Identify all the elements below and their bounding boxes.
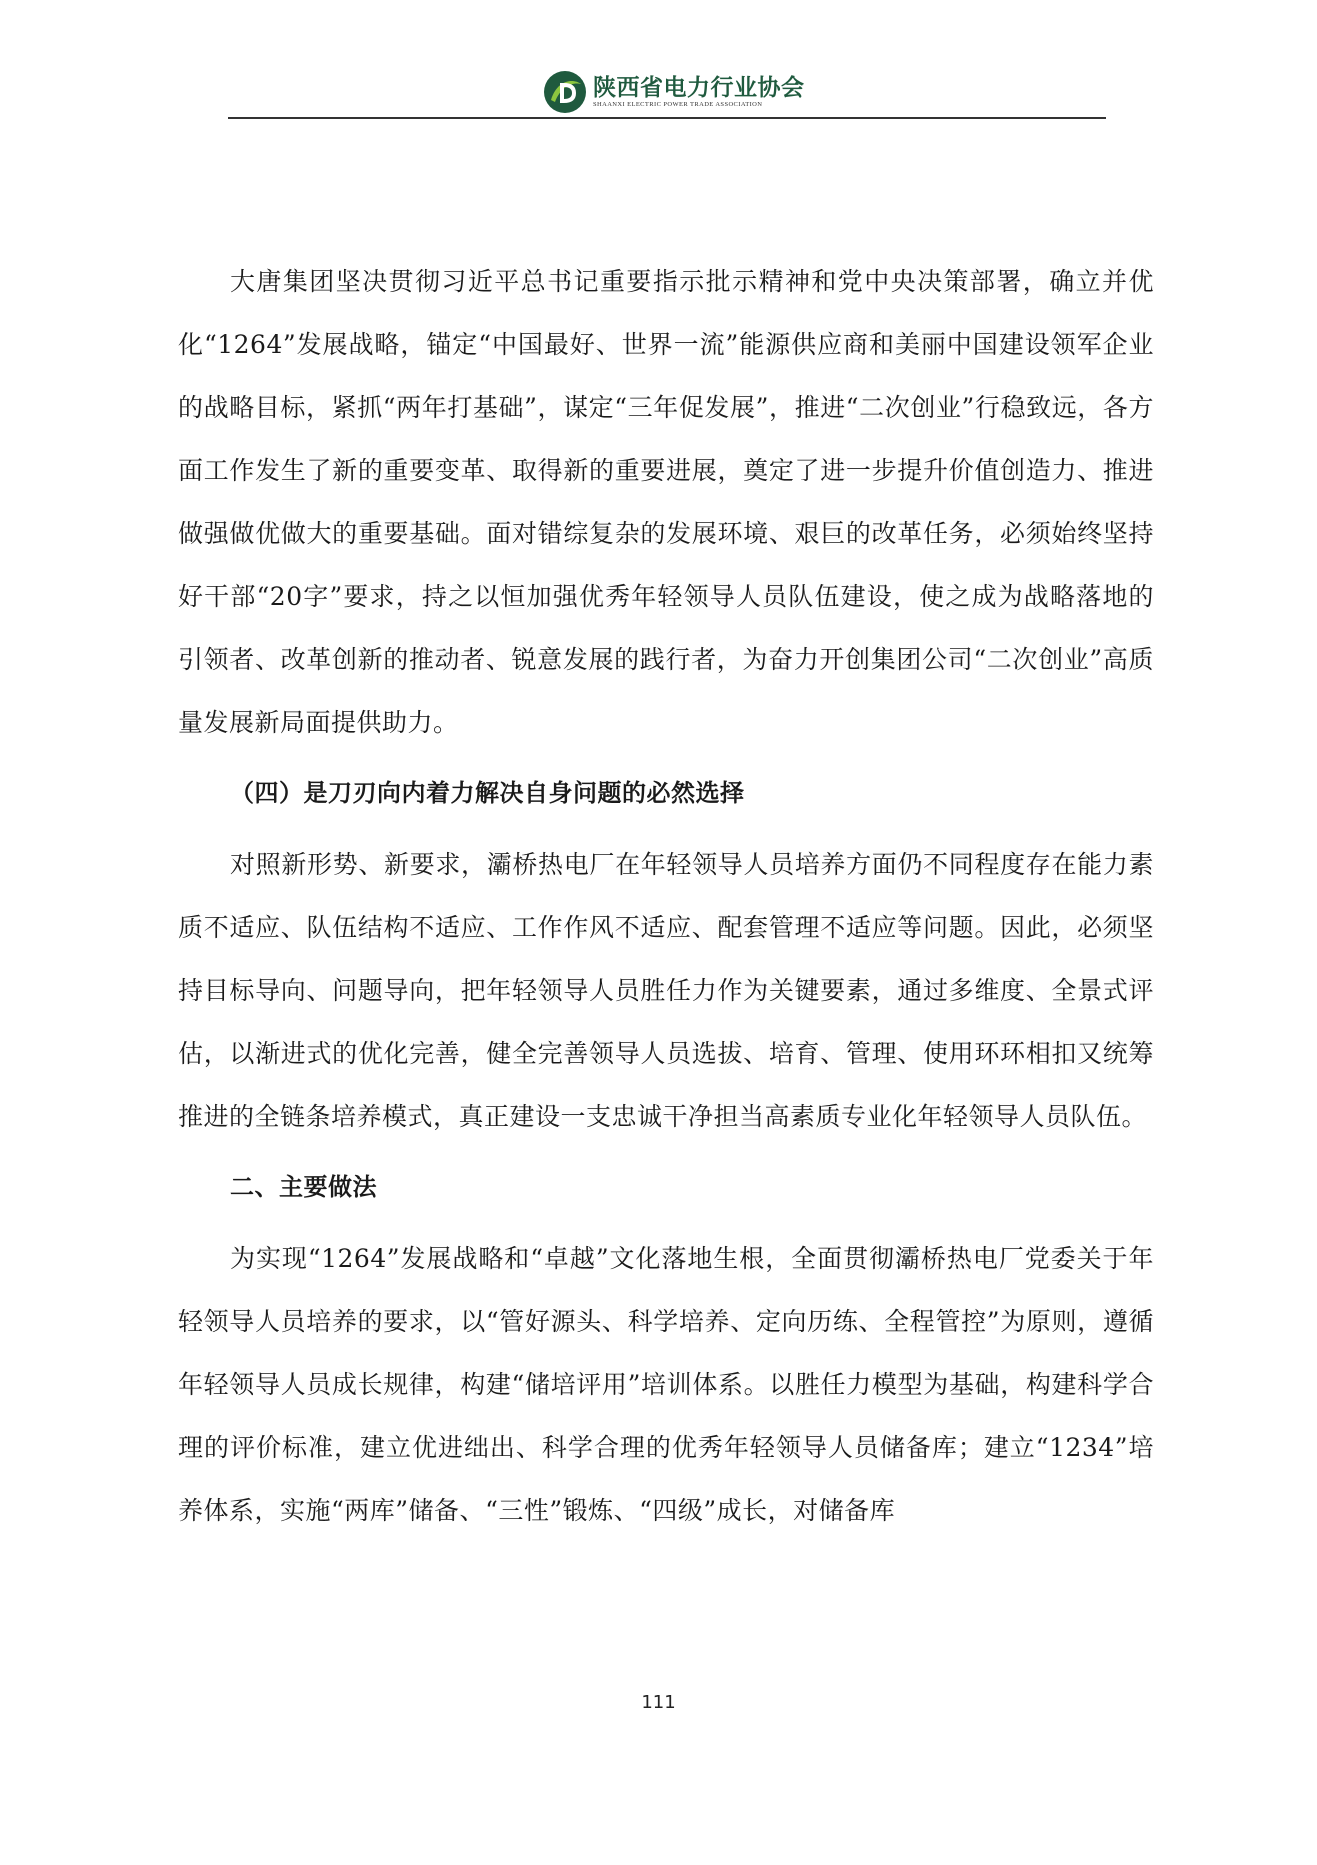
page-header bbox=[228, 60, 1106, 120]
paragraph-practices: 为实现“1264”发展战略和“卓越”文化落地生根，全面贯彻灞桥热电厂党委关于年轻领导人员培养的要求，以“管好源头、科学培养、定向历练、全程管控”为原则，遵循年轻领导人员成长规律，构建“储培评用”培训体系。以胜任力模型为基础，构建科学合理的评价标准，建立优进绌出、科学合理的优秀年轻领导人员储备库；建立“1234”培养体系，实施“两库”储备、“三性”锻炼、“四级”成长，对储备库 bbox=[178, 1244, 1154, 1525]
association-logo-icon bbox=[543, 70, 587, 114]
document-body bbox=[178, 250, 1154, 1542]
association-logo bbox=[543, 68, 805, 116]
page-number: 111 bbox=[641, 1692, 676, 1713]
paragraph-problems: 对照新形势、新要求，灞桥热电厂在年轻领导人员培养方面仍不同程度存在能力素质不适应、队伍结构不适应、工作作风不适应、配套管理不适应等问题。因此，必须坚持目标导向、问题导向，把年轻领导人员胜任力作为关键要素，通过多维度、全景式评估，以渐进式的优化完善，健全完善领导人员选拔、培育、管理、使用环环相扣又统筹推进的全链条培养模式，真正建设一支忠诚干净担当高素质专业化年轻领导人员队伍。 bbox=[178, 850, 1154, 1131]
association-name: 陕西省电力行业协会 bbox=[593, 74, 805, 101]
section-heading-main-practices: 二、主要做法 bbox=[230, 1173, 377, 1201]
association-name-english: SHAANXI ELECTRIC POWER TRADE ASSOCIATION bbox=[593, 100, 763, 108]
header-divider bbox=[228, 117, 1106, 119]
paragraph-strategy: 大唐集团坚决贯彻习近平总书记重要指示批示精神和党中央决策部署，确立并优化“1264”发展战略，锚定“中国最好、世界一流”能源供应商和美丽中国建设领军企业的战略目标，紧抓“两年打基础”，谋定“三年促发展”，推进“二次创业”行稳致远，各方面工作发生了新的重要变革、取得新的重要进展，奠定了进一步提升价值创造力、推进做强做优做大的重要基础。面对错综复杂的发展环境、艰巨的改革任务，必须始终坚持好干部“20字”要求，持之以恒加强优秀年轻领导人员队伍建设，使之成为战略落地的引领者、改革创新的推动者、锐意发展的践行者，为奋力开创集团公司“二次创业”高质量发展新局面提供助力。 bbox=[178, 267, 1154, 737]
section-heading-four: （四）是刀刃向内着力解决自身问题的必然选择 bbox=[230, 779, 745, 807]
